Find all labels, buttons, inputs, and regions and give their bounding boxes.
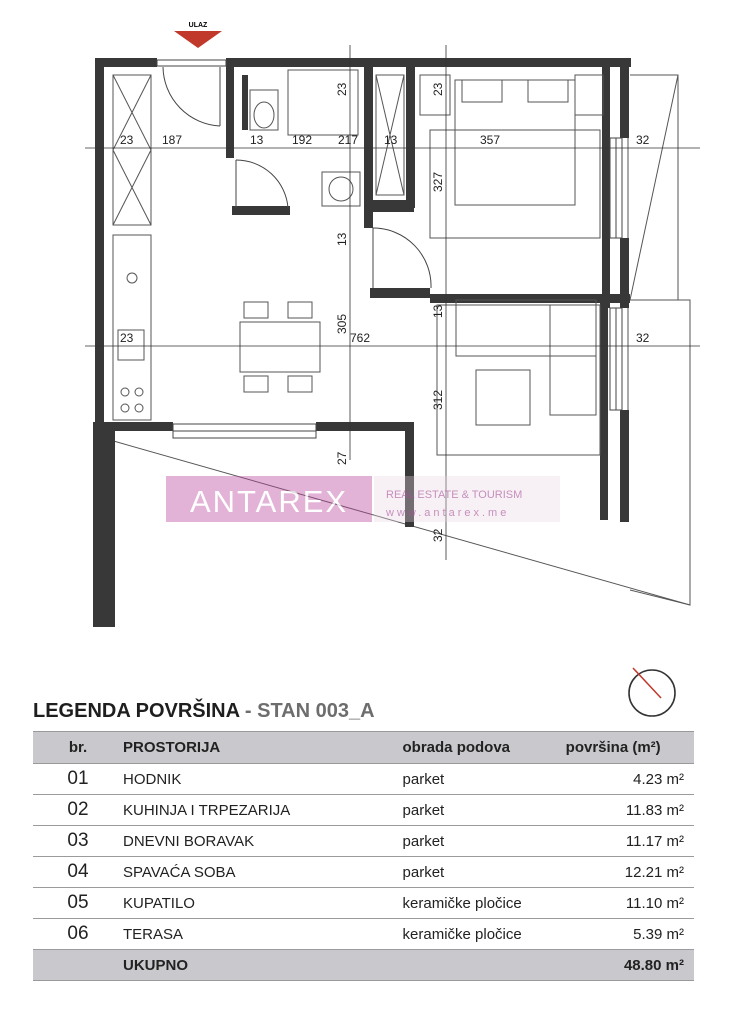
watermark <box>166 476 560 522</box>
dim-label: 27 <box>335 451 349 465</box>
dim-label: 23 <box>120 331 134 345</box>
dim-label: 312 <box>431 389 445 410</box>
watermark-website: www.antarex.me <box>386 507 510 519</box>
furniture <box>113 70 603 455</box>
row-room: SPAVAĆA SOBA <box>123 857 403 888</box>
dim-label: 32 <box>431 528 445 542</box>
row-room: TERASA <box>123 919 403 950</box>
entrance-arrow-icon <box>174 31 222 48</box>
header-number: br. <box>33 732 123 764</box>
total-number-cell <box>33 950 123 981</box>
row-number: 05 <box>33 888 123 919</box>
row-number: 02 <box>33 795 123 826</box>
watermark-tagline: REAL ESTATE & TOURISM <box>386 489 523 501</box>
total-area: 48.80 m² <box>566 950 694 981</box>
row-floor: parket <box>403 826 566 857</box>
row-number: 03 <box>33 826 123 857</box>
dim-label: 13 <box>431 304 445 318</box>
legend-title-separator: - <box>239 700 258 722</box>
dim-label: 23 <box>431 82 445 96</box>
row-room: DNEVNI BORAVAK <box>123 826 403 857</box>
header-room: PROSTORIJA <box>123 732 403 764</box>
dim-label: 32 <box>636 133 650 147</box>
table-row <box>33 795 694 826</box>
table-row <box>33 888 694 919</box>
north-compass-icon <box>625 664 679 718</box>
dim-label: 13 <box>335 232 349 246</box>
row-area: 11.17 m² <box>566 826 694 857</box>
dim-label: 187 <box>162 133 183 147</box>
dim-label: 192 <box>292 133 313 147</box>
table-row <box>33 919 694 950</box>
row-area: 11.83 m² <box>566 795 694 826</box>
header-area: površina (m²) <box>566 732 694 764</box>
doors <box>163 67 431 288</box>
row-floor: parket <box>403 795 566 826</box>
dim-label: 217 <box>338 133 359 147</box>
dim-label: 23 <box>335 82 349 96</box>
row-floor: keramičke pločice <box>403 919 566 950</box>
total-floor-cell <box>403 950 566 981</box>
row-room: KUHINJA I TRPEZARIJA <box>123 795 403 826</box>
table-header-row <box>33 732 694 764</box>
dim-label: 327 <box>431 171 445 192</box>
legend-title <box>33 700 375 723</box>
table-row <box>33 857 694 888</box>
dim-label: 23 <box>120 133 134 147</box>
entrance-label: ULAZ <box>188 22 208 29</box>
row-room: KUPATILO <box>123 888 403 919</box>
dim-label: 13 <box>250 133 264 147</box>
table-row <box>33 826 694 857</box>
row-number: 04 <box>33 857 123 888</box>
watermark-brand: ANTAREX <box>189 484 349 519</box>
row-floor: keramičke pločice <box>403 888 566 919</box>
table-row <box>33 764 694 795</box>
row-area: 4.23 m² <box>566 764 694 795</box>
legend-title-main: LEGENDA POVRŠINA <box>33 700 240 722</box>
row-floor: parket <box>403 764 566 795</box>
dim-label: 762 <box>350 331 371 345</box>
table-total-row <box>33 950 694 981</box>
row-number: 01 <box>33 764 123 795</box>
dim-label: 357 <box>480 133 501 147</box>
total-label: UKUPNO <box>123 950 403 981</box>
row-area: 11.10 m² <box>566 888 694 919</box>
area-table <box>33 731 694 981</box>
row-floor: parket <box>403 857 566 888</box>
row-number: 06 <box>33 919 123 950</box>
dim-label: 305 <box>335 313 349 334</box>
dimension-labels <box>120 82 650 542</box>
row-area: 5.39 m² <box>566 919 694 950</box>
header-floor: obrada podova <box>403 732 566 764</box>
dim-label: 13 <box>384 133 398 147</box>
row-room: HODNIK <box>123 764 403 795</box>
dim-label: 32 <box>636 331 650 345</box>
row-area: 12.21 m² <box>566 857 694 888</box>
legend-apartment-code: STAN 003_A <box>257 700 375 722</box>
